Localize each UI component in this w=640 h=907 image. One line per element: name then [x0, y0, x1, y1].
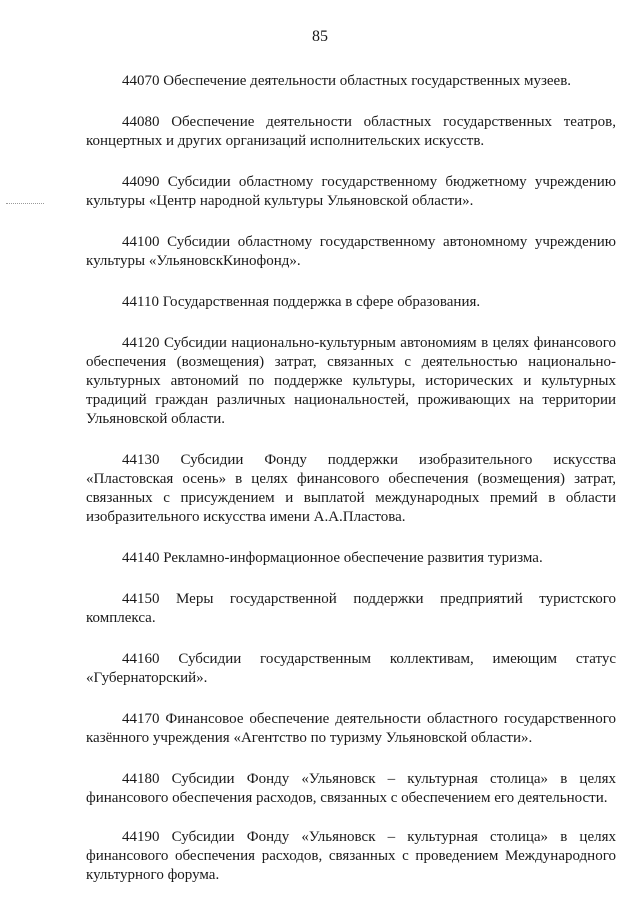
paragraph-44150: 44150 Меры государственной поддержки предприятий туристского комплекса. — [86, 591, 616, 626]
paragraph-44070: 44070 Обеспечение деятельности областных государственных музеев. — [122, 73, 572, 89]
paragraph-44170: 44170 Финансовое обеспечение деятельности областного государственного казённого учреждения «Агентство по туризму Ульяновской области». — [86, 711, 616, 746]
paragraph-44180: 44180 Субсидии Фонду «Ульяновск – культурная столица» в целях финансового обеспечения расходов, связанных с обеспечением его деятельности. — [86, 771, 616, 806]
paragraph-44130: 44130 Субсидии Фонду поддержки изобразительного искусства «Пластовская осень» в целях финансового обеспечения (возмещения) затрат, связанных с присуждением и выплатой международных премий в области изобразительного искусства имени А.А.Пластова. — [86, 452, 616, 525]
paragraph-44160: 44160 Субсидии государственным коллективам, имеющим статус «Губернаторский». — [86, 651, 616, 686]
paragraph-44120: 44120 Субсидии национально-культурным автономиям в целях финансового обеспечения (возмещения) затрат, связанных с деятельностью национально-культурных автономий по поддержке культуры, исторических и культурных традиций граждан различных национальностей, проживающих на территории Ульяновской области. — [86, 335, 616, 427]
scan-artifact — [6, 203, 44, 206]
paragraph-44110: 44110 Государственная поддержка в сфере образования. — [122, 294, 481, 310]
page-number: 85 — [312, 28, 328, 45]
paragraph-44190: 44190 Субсидии Фонду «Ульяновск – культурная столица» в целях финансового обеспечения расходов, связанных с проведением Международного культурного форума. — [86, 829, 616, 883]
paragraph-44140: 44140 Рекламно-информационное обеспечение развития туризма. — [122, 550, 543, 566]
paragraph-44090: 44090 Субсидии областному государственному бюджетному учреждению культуры «Центр народной культуры Ульяновской области». — [86, 174, 616, 209]
document-body — [86, 72, 616, 907]
paragraph-44080: 44080 Обеспечение деятельности областных государственных театров, концертных и других организаций исполнительских искусств. — [86, 114, 616, 149]
paragraph-44100: 44100 Субсидии областному государственному автономному учреждению культуры «УльяновскКинофонд». — [86, 234, 616, 269]
